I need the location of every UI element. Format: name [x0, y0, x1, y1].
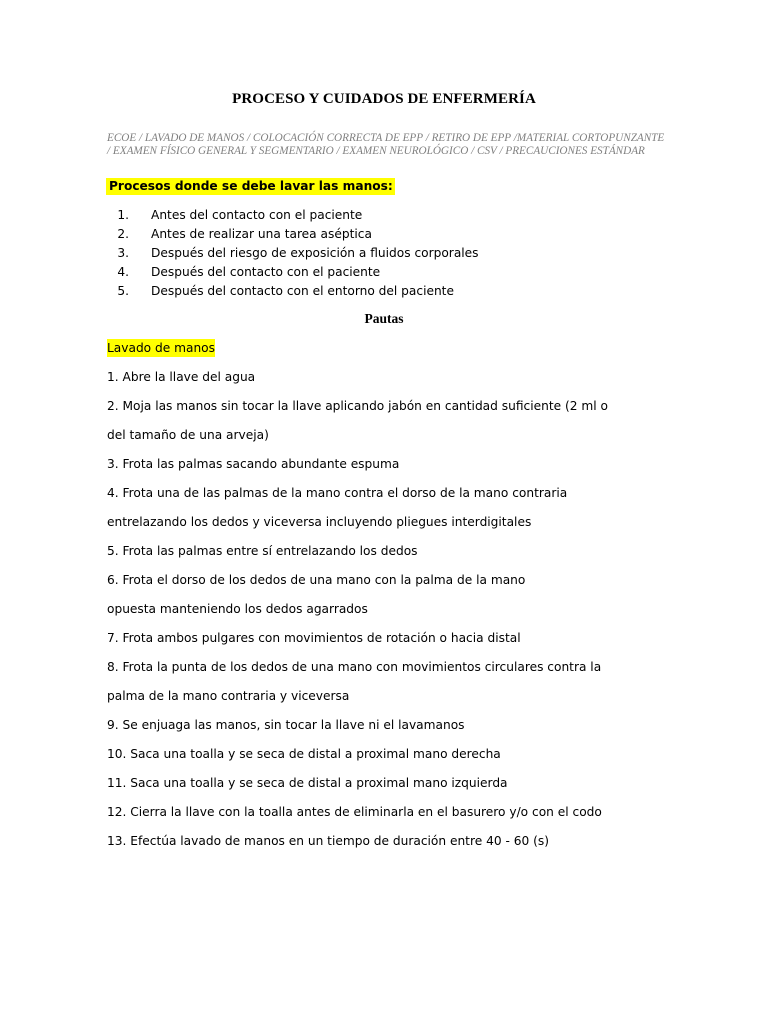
lavado-steps: [107, 365, 608, 858]
step-line: opuesta manteniendo los dedos agarrados: [107, 602, 368, 616]
list-item: [107, 282, 479, 301]
step-line: 3. Frota las palmas sacando abundante espuma: [107, 457, 400, 471]
step-line: 7. Frota ambos pulgares con movimientos de rotación o hacia distal: [107, 631, 521, 645]
procesos-list: [107, 206, 479, 301]
step-line: 9. Se enjuaga las manos, sin tocar la llave ni el lavamanos: [107, 718, 465, 732]
step-line: 8. Frota la punta de los dedos de una mano con movimientos circulares contra la: [107, 660, 602, 674]
step-line: 1. Abre la llave del agua: [107, 370, 256, 384]
list-item-number: 4.: [117, 265, 129, 279]
step-line: 11. Saca una toalla y se seca de distal a proximal mano izquierda: [107, 776, 508, 790]
list-item-number: 1.: [117, 208, 129, 222]
list-item-number: 3.: [117, 246, 129, 260]
list-item: [107, 244, 479, 263]
list-item-number: 2.: [117, 227, 129, 241]
lavado-heading: Lavado de manos: [107, 341, 215, 355]
list-item-text: Después del contacto con el paciente: [151, 265, 381, 279]
list-item-text: Antes de realizar una tarea aséptica: [151, 227, 372, 241]
step-line: 5. Frota las palmas entre sí entrelazando los dedos: [107, 544, 418, 558]
list-item: [107, 263, 479, 282]
step-line: palma de la mano contraria y viceversa: [107, 689, 350, 703]
list-item-number: 5.: [117, 284, 129, 298]
step-line: 13. Efectúa lavado de manos en un tiempo de duración entre 40 - 60 (s): [107, 834, 549, 848]
list-item-text: Después del contacto con el entorno del paciente: [151, 284, 454, 298]
list-item: [107, 206, 479, 225]
step-line: entrelazando los dedos y viceversa incluyendo pliegues interdigitales: [107, 515, 532, 529]
list-item: [107, 225, 479, 244]
step-line: 10. Saca una toalla y se seca de distal a proximal mano derecha: [107, 747, 501, 761]
list-item-text: Antes del contacto con el paciente: [151, 208, 363, 222]
pautas-heading: Pautas: [364, 311, 404, 326]
step-line: 2. Moja las manos sin tocar la llave aplicando jabón en cantidad suficiente (2 ml o: [107, 399, 608, 413]
step-line: 12. Cierra la llave con la toalla antes de eliminarla en el basurero y/o con el codo: [107, 805, 602, 819]
list-item-text: Después del riesgo de exposición a fluidos corporales: [151, 246, 479, 260]
document-title: PROCESO Y CUIDADOS DE ENFERMERÍA: [232, 91, 536, 107]
step-line: del tamaño de una arveja): [107, 428, 269, 442]
step-line: 6. Frota el dorso de los dedos de una mano con la palma de la mano: [107, 573, 526, 587]
step-line: 4. Frota una de las palmas de la mano contra el dorso de la mano contraria: [107, 486, 568, 500]
procesos-heading: Procesos donde se debe lavar las manos:: [106, 178, 395, 195]
document-tags: ECOE / LAVADO DE MANOS / COLOCACIÓN CORRECTA DE EPP / RETIRO DE EPP /MATERIAL CORTOPUNZANTE / EXAMEN FÍSICO GENERAL Y SEGMENTARIO / EXAMEN NEUROLÓGICO / CSV / PRECAUCIONES ESTÁNDAR: [107, 132, 665, 157]
